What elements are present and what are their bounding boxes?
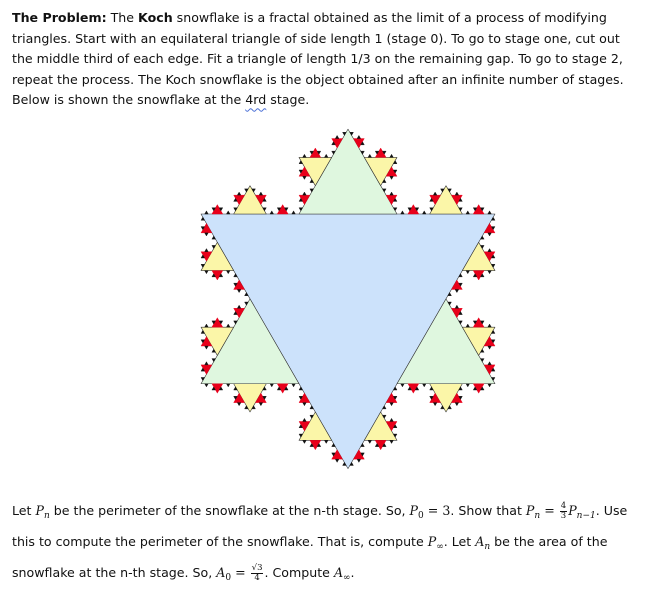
stage4-triangle (270, 211, 274, 214)
intro-text-2: snowflake is a fractal obtained as the limit of a process of modifying triangles. Start with an equilateral triangle of side length 1 (stage 0). To go to stage one, cut out the middle third of each edge. Fit a triangle of length 1/3 on the remaining gap. To go to stage 2, repeat the process. The Koch snowflake is the object obtained after an infinite number of stages. Below is shown the snowflake at the (12, 10, 624, 108)
stage4-triangle (488, 324, 492, 327)
stage4-triangle (368, 154, 372, 157)
stage4-triangle (292, 384, 296, 387)
math-Pn: P (525, 503, 535, 518)
stage4-triangle (390, 176, 394, 179)
problem-heading: The Problem: (12, 10, 107, 25)
stage4-triangle (205, 211, 209, 214)
stage4-triangle (335, 135, 339, 138)
q-text-3: . Show that (450, 503, 526, 518)
stage4-triangle (390, 192, 394, 195)
stage4-triangle (488, 233, 492, 236)
stage4-triangle (303, 154, 307, 157)
stage4-triangle (205, 249, 209, 252)
math-sub-0-2: 0 (225, 573, 232, 583)
stage4-triangle (488, 346, 492, 349)
math-P-inf: P (427, 534, 437, 549)
stage4-triangle (390, 403, 394, 406)
fraction-denominator-2: 4 (254, 573, 260, 583)
stage4-triangle (390, 418, 394, 421)
stage4-triangle (237, 192, 241, 195)
q-text-1: Let (12, 503, 36, 518)
stage4-triangle (335, 459, 339, 462)
q-text-4: . Use this to compute the perimeter of the snowflake. That is, compute (12, 503, 628, 549)
stage4-triangle (488, 271, 492, 274)
math-An: A (475, 534, 485, 549)
stage4-triangle (259, 403, 263, 406)
stage4-triangle (259, 192, 263, 195)
stage4-triangle (226, 324, 230, 327)
math-sub-n-minus-1: n−1 (576, 511, 596, 521)
stage4-triangle (303, 403, 307, 406)
fraction-denominator: 3 (560, 511, 567, 521)
q-text-8: . (350, 565, 355, 580)
stage4-triangle (390, 440, 394, 443)
stage4-triangle (422, 384, 426, 387)
stage4-triangle (303, 440, 307, 443)
stage4-triangle (466, 211, 470, 214)
math-sub-inf-2: ∞ (343, 573, 351, 583)
stage4-triangle (226, 384, 230, 387)
stage4-triangle (488, 384, 492, 387)
stage4-triangle (205, 362, 209, 365)
math-sub-0: 0 (418, 511, 424, 521)
stage4-triangle (466, 324, 470, 327)
stage4-triangle (324, 154, 328, 157)
fraction-numerator-2: √3 (251, 563, 263, 573)
stage4-triangle (455, 289, 459, 292)
stage4-triangle (303, 192, 307, 195)
stage4-triangle (226, 271, 230, 274)
math-eq-3: = 3 (423, 503, 451, 518)
fraction-four-thirds (560, 502, 567, 521)
stage4-triangle (433, 403, 437, 406)
math-P: P (35, 503, 44, 518)
stage4-triangle (324, 440, 328, 443)
stage4-triangle (368, 440, 372, 443)
problem-questions (12, 498, 640, 591)
intro-text-3: stage. (266, 92, 310, 108)
stage4-triangle (466, 271, 470, 274)
stage4-triangle (455, 192, 459, 195)
stage4-triangle (357, 135, 361, 138)
stage4-triangle (237, 289, 241, 292)
koch-word: Koch (138, 10, 173, 25)
stage4-triangle (401, 384, 405, 387)
stage4-triangle (401, 211, 405, 214)
math-sub-n: n (43, 511, 50, 521)
fraction-numerator: 4 (560, 501, 567, 511)
intro-text-1: The (106, 10, 139, 25)
stage4-triangle (205, 271, 209, 274)
stage4-triangle (422, 211, 426, 214)
stage4-triangle (455, 403, 459, 406)
math-sub-inf: ∞ (436, 542, 444, 552)
stage4-triangle (466, 384, 470, 387)
stage4-triangle (455, 305, 459, 308)
stage4-triangle (292, 211, 296, 214)
math-Pn-1: P (568, 503, 577, 518)
stage4-triangle (390, 154, 394, 157)
stage4-triangle (357, 459, 361, 462)
stage4-triangle (433, 192, 437, 195)
stage4-triangle (205, 384, 209, 387)
math-equals-2: = (231, 565, 250, 580)
stage4-triangle (488, 249, 492, 252)
stage4-triangle (205, 233, 209, 236)
math-sub-n-3: n (484, 542, 491, 552)
q-text-2: be the perimeter of the snowflake at the n-th stage. So, (49, 503, 410, 518)
math-equals: = (540, 503, 559, 518)
math-sub-n-2: n (534, 511, 541, 521)
math-P0: P (409, 503, 419, 518)
spellcheck-word[interactable]: 4rd (245, 92, 267, 108)
stage4-triangle (303, 418, 307, 421)
stage4-triangle (488, 211, 492, 214)
stage4-triangle (237, 403, 241, 406)
fraction-sqrt3-over-4 (251, 564, 264, 583)
stage4-triangle (237, 305, 241, 308)
stage4-triangle (303, 176, 307, 179)
q-text-6: be the area of the snowflake at the n-th stage. So, (12, 534, 608, 580)
q-text-7: . Compute (264, 565, 334, 580)
q-text-5: . Let (443, 534, 476, 549)
stage4-triangle (226, 211, 230, 214)
koch-snowflake-figure (188, 122, 508, 480)
math-A0: A (216, 565, 226, 580)
stage4-triangle (488, 362, 492, 365)
stage4-triangle (270, 384, 274, 387)
math-A-inf: A (333, 565, 344, 580)
problem-statement (12, 8, 640, 111)
stage4-triangle (205, 324, 209, 327)
stage4-triangle (205, 346, 209, 349)
